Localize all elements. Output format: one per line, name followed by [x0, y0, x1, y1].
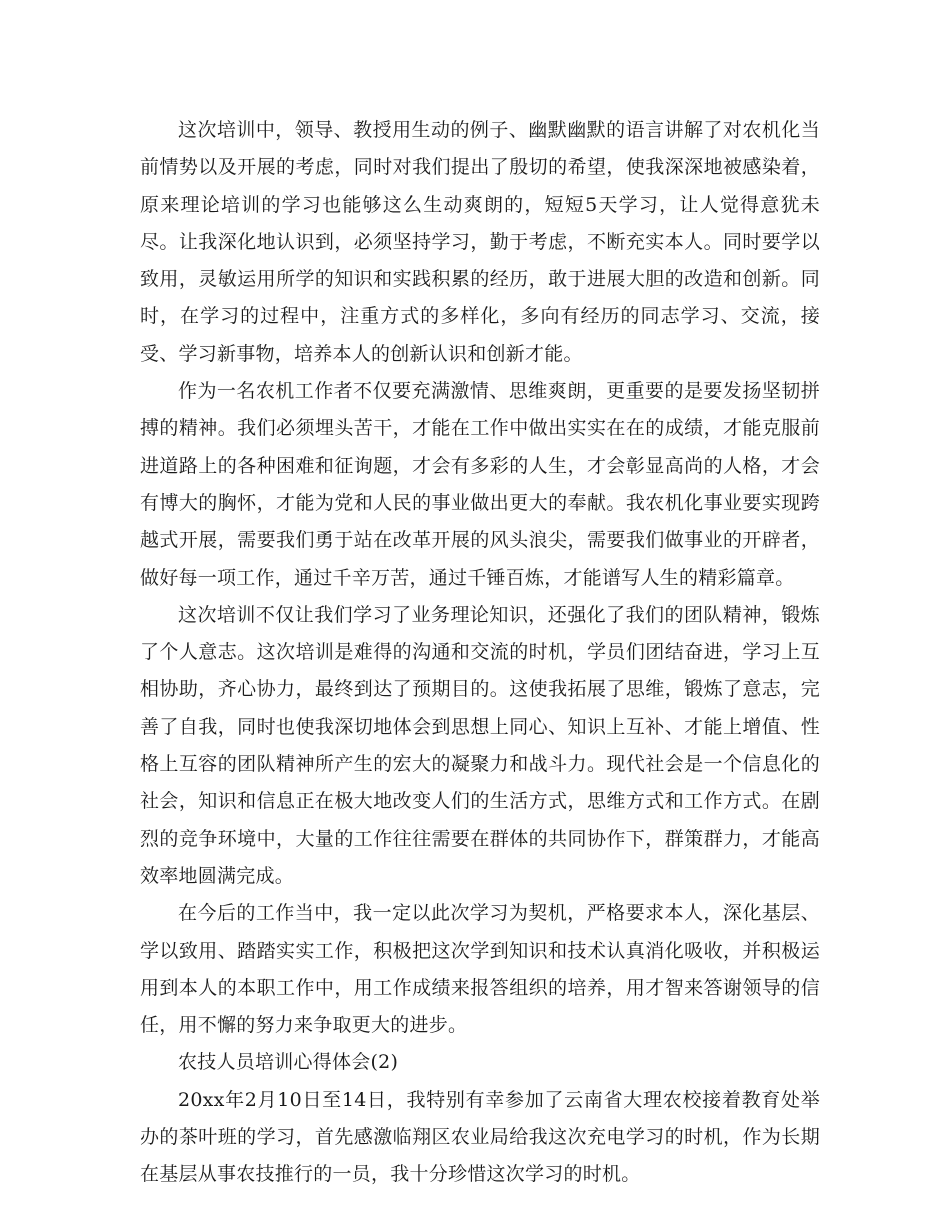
paragraph-team-spirit: 这次培训不仅让我们学习了业务理论知识，还强化了我们的团队精神，锻炼了个人意志。这次培训是难得的沟通和交流的时机，学员们团结奋进，学习上互相协助，齐心协力，最终到达了预期目的。这使我拓展了思维，锻炼了意志，完善了自我，同时也使我深切地体会到思想上同心、知识上互补、才能上增值、性格上互容的团队精神所产生的宏大的凝聚力和战斗力。现代社会是一个信息化的社会，知识和信息正在极大地改变人们的生活方式，思维方式和工作方式。在剧烈的竞争环境中，大量的工作往往需要在群体的共同协作下，群策群力，才能高效率地圆满完成。 — [140, 603, 820, 887]
document-body — [140, 112, 820, 1194]
paragraph-future-work: 在今后的工作当中，我一定以此次学习为契机，严格要求本人，深化基层、学以致用、踏踏实实工作，积极把这次学到知识和技术认真消化吸收，并积极运用到本人的本职工作中，用工作成绩来报答组织的培养，用才智来答谢领导的信任，用不懈的努力来争取更大的进步。 — [140, 902, 820, 1037]
section-heading: 农技人员培训心得体会(2) — [178, 1051, 399, 1074]
paragraph-agricultural-worker-spirit: 作为一名农机工作者不仅要充满激情、思维爽朗，更重要的是要发扬坚韧拼搏的精神。我们必须埋头苦干，才能在工作中做出实实在在的成绩，才能克服前进道路上的各种困难和征询题，才会有多彩的人生，才会彰显高尚的人格，才会有博大的胸怀，才能为党和人民的事业做出更大的奉献。我农机化事业要实现跨越式开展，需要我们勇于站在改革开展的风头浪尖，需要我们做事业的开辟者，做好每一项工作，通过千辛万苦，通过千锤百炼，才能谱写人生的精彩篇章。 — [140, 380, 820, 589]
paragraph-tea-class-intro: 20xx年2月10日至14日，我特别有幸参加了云南省大理农校接着教育处举办的茶叶班的学习，首先感激临翔区农业局给我这次充电学习的时机，作为长期在基层从事农技推行的一员，我十分珍惜这次学习的时机。 — [140, 1088, 820, 1186]
paragraph-training-impressions: 这次培训中，领导、教授用生动的例子、幽默幽默的语言讲解了对农机化当前情势以及开展的考虑，同时对我们提出了殷切的希望，使我深深地被感染着，原来理论培训的学习也能够这么生动爽朗的，短短5天学习，让人觉得意犹未尽。让我深化地认识到，必须坚持学习，勤于考虑，不断充实本人。同时要学以致用，灵敏运用所学的知识和实践积累的经历，敢于进展大胆的改造和创新。同时，在学习的过程中，注重方式的多样化，多向有经历的同志学习、交流，接受、学习新事物，培养本人的创新认识和创新才能。 — [140, 119, 820, 365]
